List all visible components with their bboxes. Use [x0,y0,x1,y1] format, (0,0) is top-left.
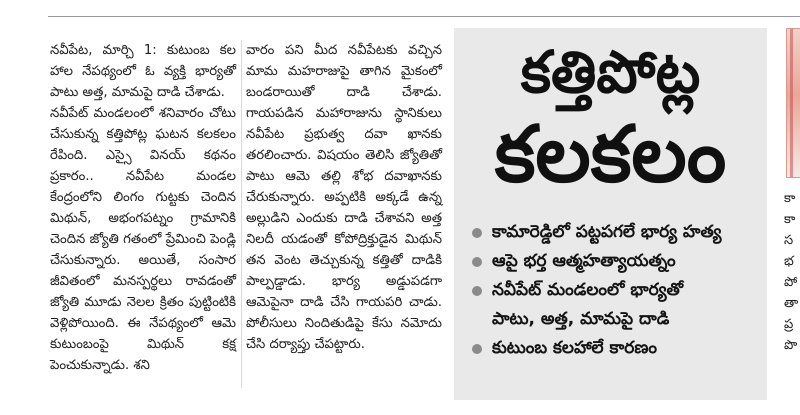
edge-line: పొ [784,338,798,353]
edge-line: తా [784,296,799,311]
article-paragraph: నవీపేట్ మండలంలో శనివారం చోటు చేసుకున్న కత్తిపోట్ల ఘటన కలకలం రేపింది. ఎస్సై వినయ్ కథనం ప్రకారం.. నవీపేట మండల కేంద్రంలోని లింగం గుట్టకు చెందిన మిథున్, అభంగపట్నం గ్రామానికి చెందిన జ్యోతి గతంలో ప్రేమించి పెండ్లి చేసుకున్నారు. అయితే, సంసార జీవితంలో మనస్పర్థలు రావడంతో జ్యోతి మూడు నెలల క్రితం పుట్టింటికి వెళ్లిపోయింది. ఈ నేపథ్యంలో ఆమె కుటుంబంపై మిథున్ కక్ష పెంచుకున్నాడు. శని [50,106,236,373]
bullet-dot-icon [472,344,482,354]
bullet-text: కుటుంబ కలహాలే కారణం [492,338,657,358]
article-column-2 [246,40,442,355]
edge-line: కా [784,191,796,206]
bullet-item [470,276,751,334]
edge-line: భ [784,254,794,269]
cropped-photo [786,28,800,178]
bullet-text: నవీపేట్ మండలంలో భార్యతో [492,280,684,300]
edge-line: కా [784,212,796,227]
bullet-dot-icon [472,228,482,238]
highlight-box [454,28,767,400]
bullet-list [470,218,751,363]
headline-line-2: కలకలం [494,110,727,200]
top-rule [48,16,800,17]
edge-line: స [784,233,794,248]
bullet-dot-icon [472,257,482,267]
bullet-item [470,334,751,363]
bullet-dot-icon [472,286,482,296]
photo-detail [790,29,793,177]
article-column-1 [50,40,236,376]
edge-line: పో [784,275,798,290]
edge-column [784,188,800,356]
article-paragraph: నవీపేట, మార్చి 1: కుటుంబ కల హాల నేపథ్యంలో ఓ వ్యక్తి భార్యతో పాటు అత్త, మామపై దాడి చేశాడు. [50,43,236,100]
article-paragraph: వారం పని మీద నవీపేటకు వచ్చిన మామ మహరాజుపై తాగిన మైకంలో బండరాయితో దాడి చేశాడు. గాయపడిన మహారాజును స్థానికులు నవీపేట ప్రభుత్వ దవా ఖానకు తరలించారు. విషయం తెలిసి జ్యోతితో పాటు ఆమె తల్లి శోభ దవాఖానకు చేరుకున్నారు. అప్పటికి అక్కడే ఉన్న అల్లుడిని ఎందుకు దాడి చేశావని అత్త నిలదీ యడంతో కోపోద్రిక్తుడైన మిథున్ తన వెంట తెచ్చుకున్న కత్తితో దాడికి పాల్పడ్డాడు. భార్య అడ్డుపడగా ఆమెపైనా దాడి చేసి గాయపరి చాడు. పోలీసులు నిందితుడిపై కేసు నమోదు చేసి దర్యాప్తు చేపట్టారు. [246,43,442,352]
edge-line: ప్ర [784,317,794,332]
bullet-text-continuation: పాటు, అత్త, మామపై దాడి [492,309,670,329]
bullet-item [470,218,751,247]
bullet-text: ఆపై భర్త ఆత్మహత్యాయత్నం [492,251,676,271]
headline-line-1: కత్తిపోట్ల [520,38,701,106]
bullet-item [470,247,751,276]
bullet-text: కామారెడ్డిలో పట్టపగలే భార్య హత్య [492,222,722,242]
column-divider [241,40,242,388]
